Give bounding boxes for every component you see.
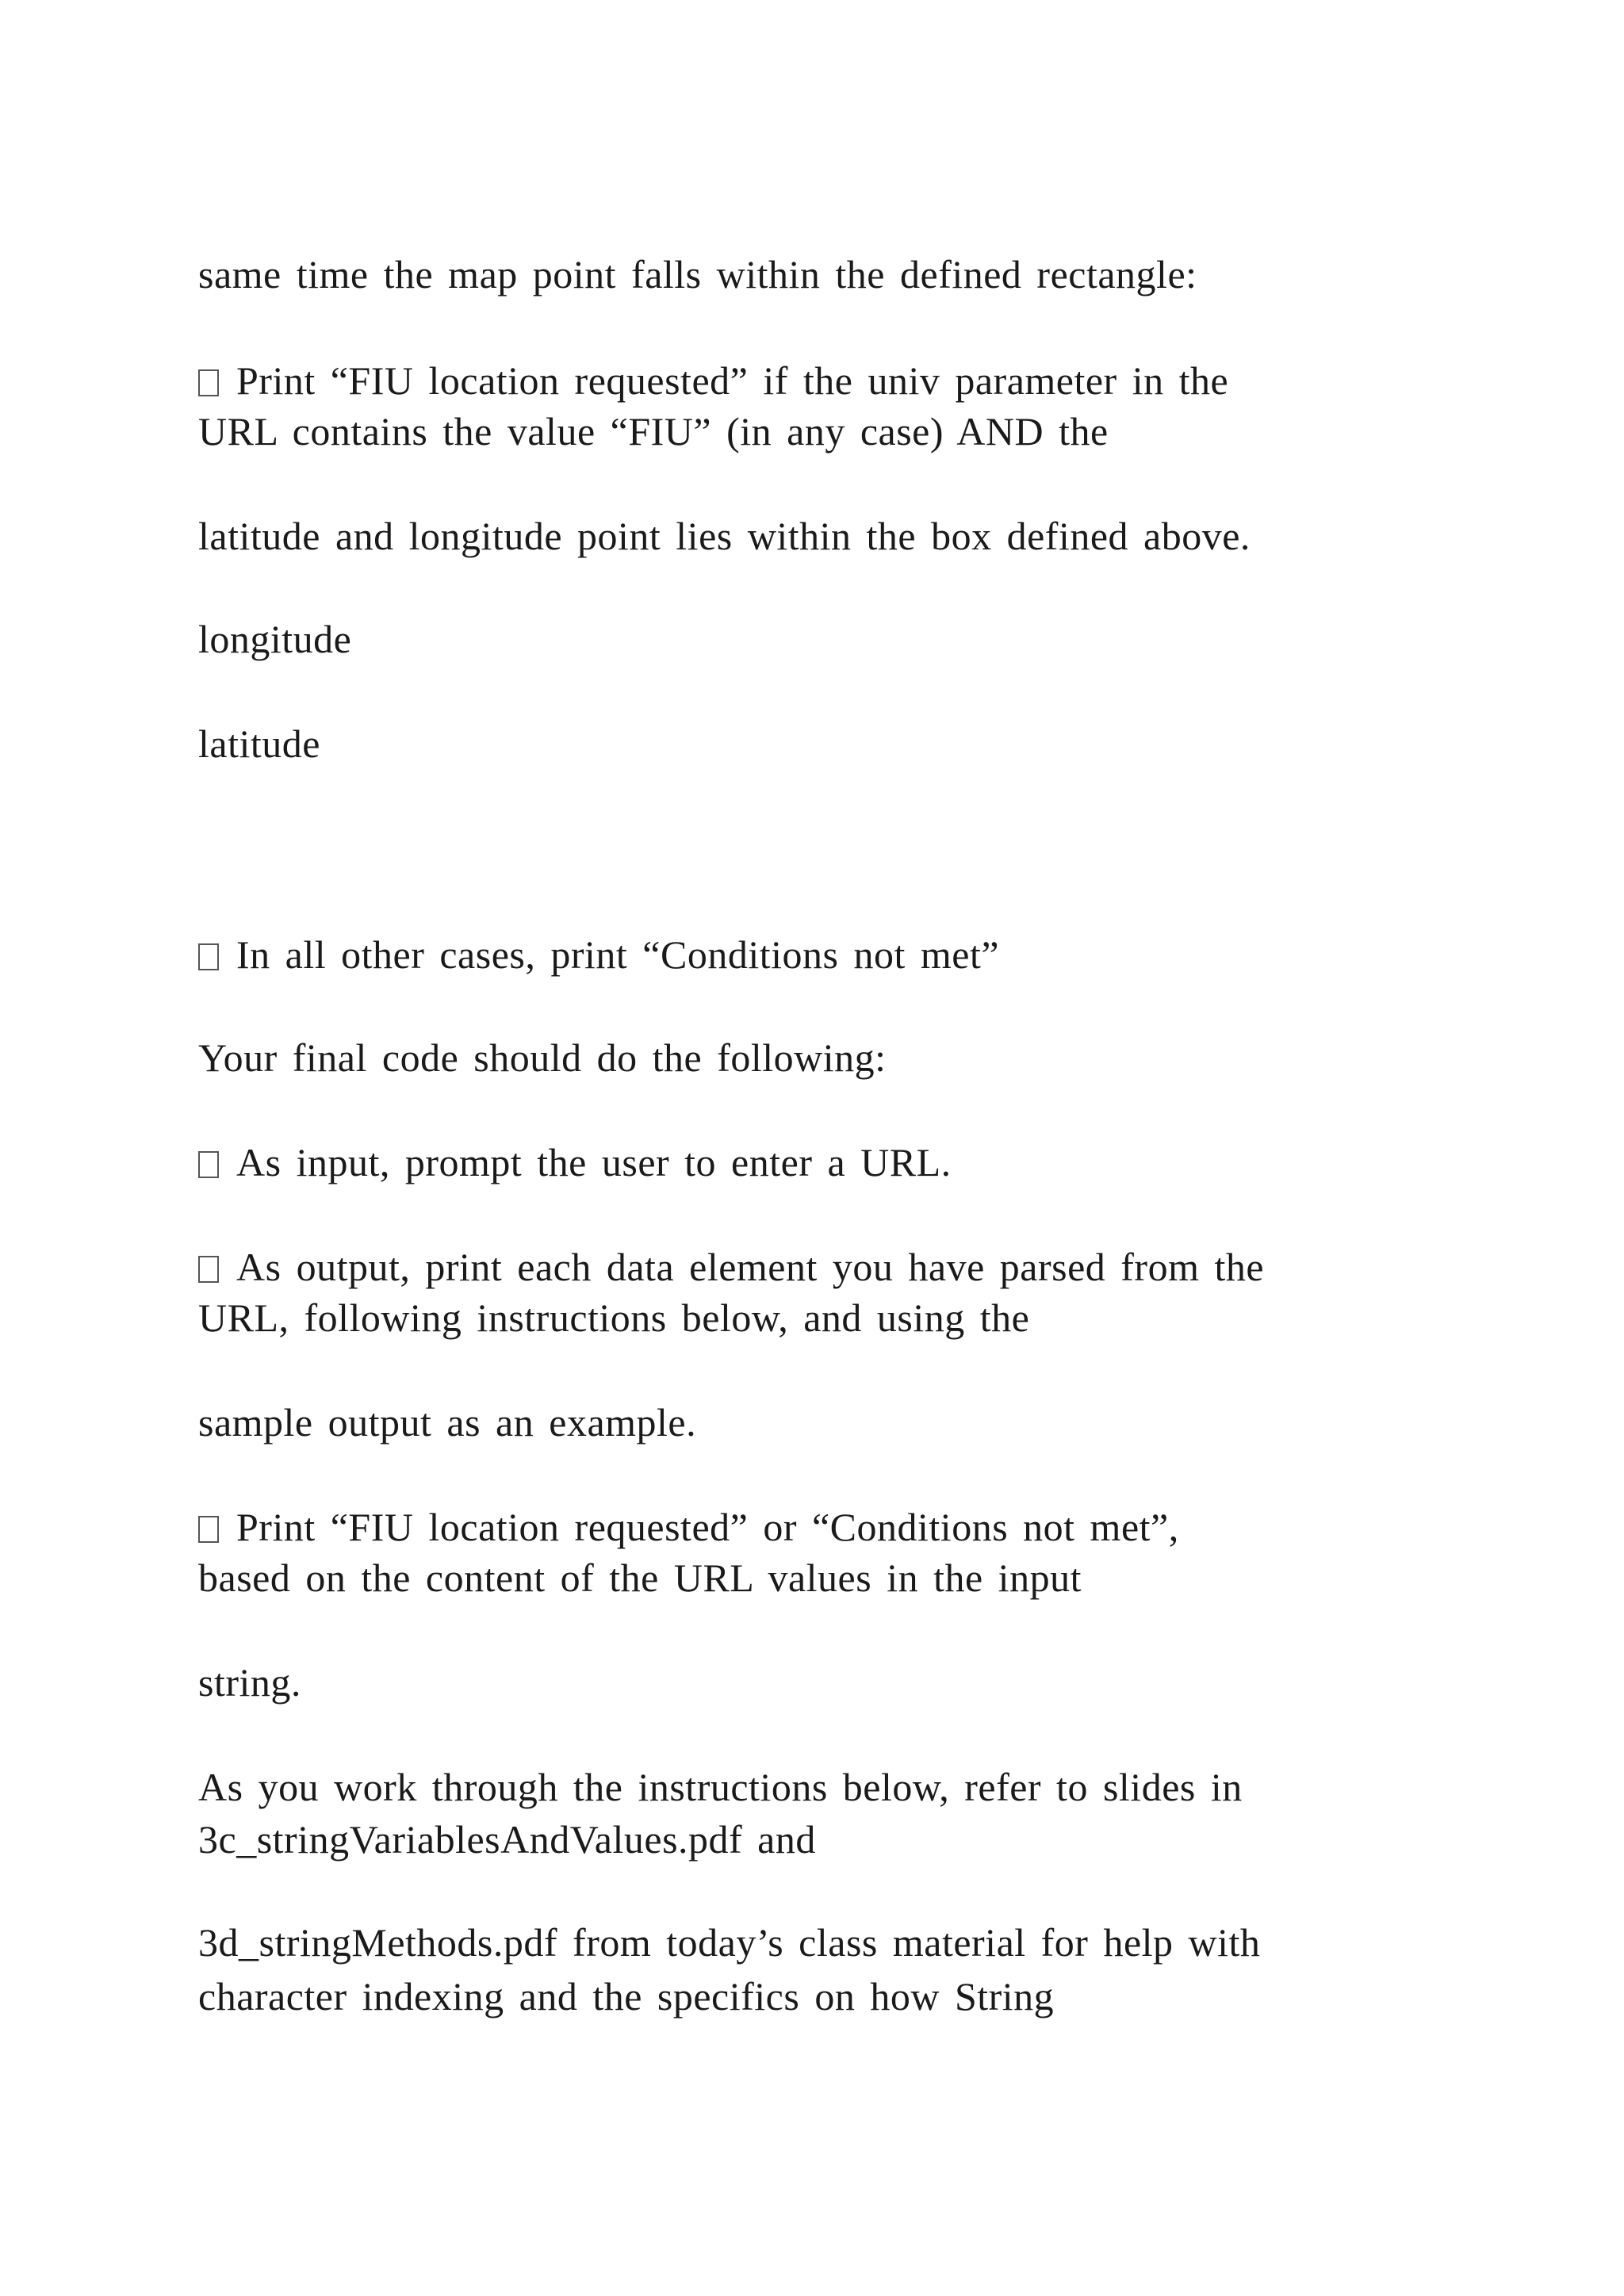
bullet-box-icon — [198, 369, 219, 396]
text-line — [198, 1917, 1260, 1968]
bullet-line — [198, 355, 1228, 406]
bullet-line — [198, 1502, 1179, 1552]
text-line — [198, 1032, 887, 1083]
line-text: longitude — [198, 617, 352, 661]
text-line — [198, 1552, 1082, 1603]
line-text: URL, following instructions below, and using the — [198, 1295, 1030, 1340]
line-text: 3d_stringMethods.pdf from today’s class material for help with — [198, 1920, 1261, 1965]
bullet-box-icon — [198, 1151, 219, 1178]
line-text: As you work through the instructions below, refer to slides in — [198, 1765, 1243, 1809]
text-line — [198, 614, 351, 664]
bullet-box-icon — [198, 1256, 219, 1283]
line-text: Your final code should do the following: — [198, 1035, 887, 1080]
bullet-box-icon — [198, 1516, 219, 1543]
line-text: character indexing and the specifics on how String — [198, 1974, 1055, 2019]
text-line — [198, 718, 320, 769]
line-text: As output, print each data element you have parsed from the — [236, 1245, 1265, 1289]
line-text: Print “FIU location requested” if the univ parameter in the — [236, 358, 1229, 403]
text-line — [198, 1762, 1243, 1812]
bullet-line — [198, 1242, 1264, 1292]
line-text: In all other cases, print “Conditions not met” — [236, 932, 1000, 977]
line-text: based on the content of the URL values in the input — [198, 1556, 1082, 1600]
bullet-line — [198, 929, 999, 980]
line-text: latitude and longitude point lies within the box defined above. — [198, 514, 1251, 558]
text-line — [198, 1397, 696, 1448]
text-line — [198, 1657, 301, 1708]
line-text: 3c_stringVariablesAndValues.pdf and — [198, 1817, 816, 1862]
text-line — [198, 511, 1251, 561]
line-text: latitude — [198, 721, 320, 766]
line-text: string. — [198, 1660, 301, 1705]
bullet-line — [198, 1137, 952, 1188]
text-line — [198, 1292, 1029, 1343]
line-text: Print “FIU location requested” or “Conditions not met”, — [236, 1505, 1179, 1549]
line-text: same time the map point falls within the defined rectangle: — [198, 252, 1197, 297]
text-line — [198, 1814, 816, 1865]
text-line — [198, 249, 1197, 300]
line-text: As input, prompt the user to enter a URL. — [236, 1140, 952, 1184]
line-text: sample output as an example. — [198, 1400, 697, 1445]
bullet-box-icon — [198, 943, 219, 970]
text-line — [198, 406, 1109, 457]
line-text: URL contains the value “FIU” (in any case) AND the — [198, 409, 1109, 453]
text-line — [198, 1971, 1054, 2022]
